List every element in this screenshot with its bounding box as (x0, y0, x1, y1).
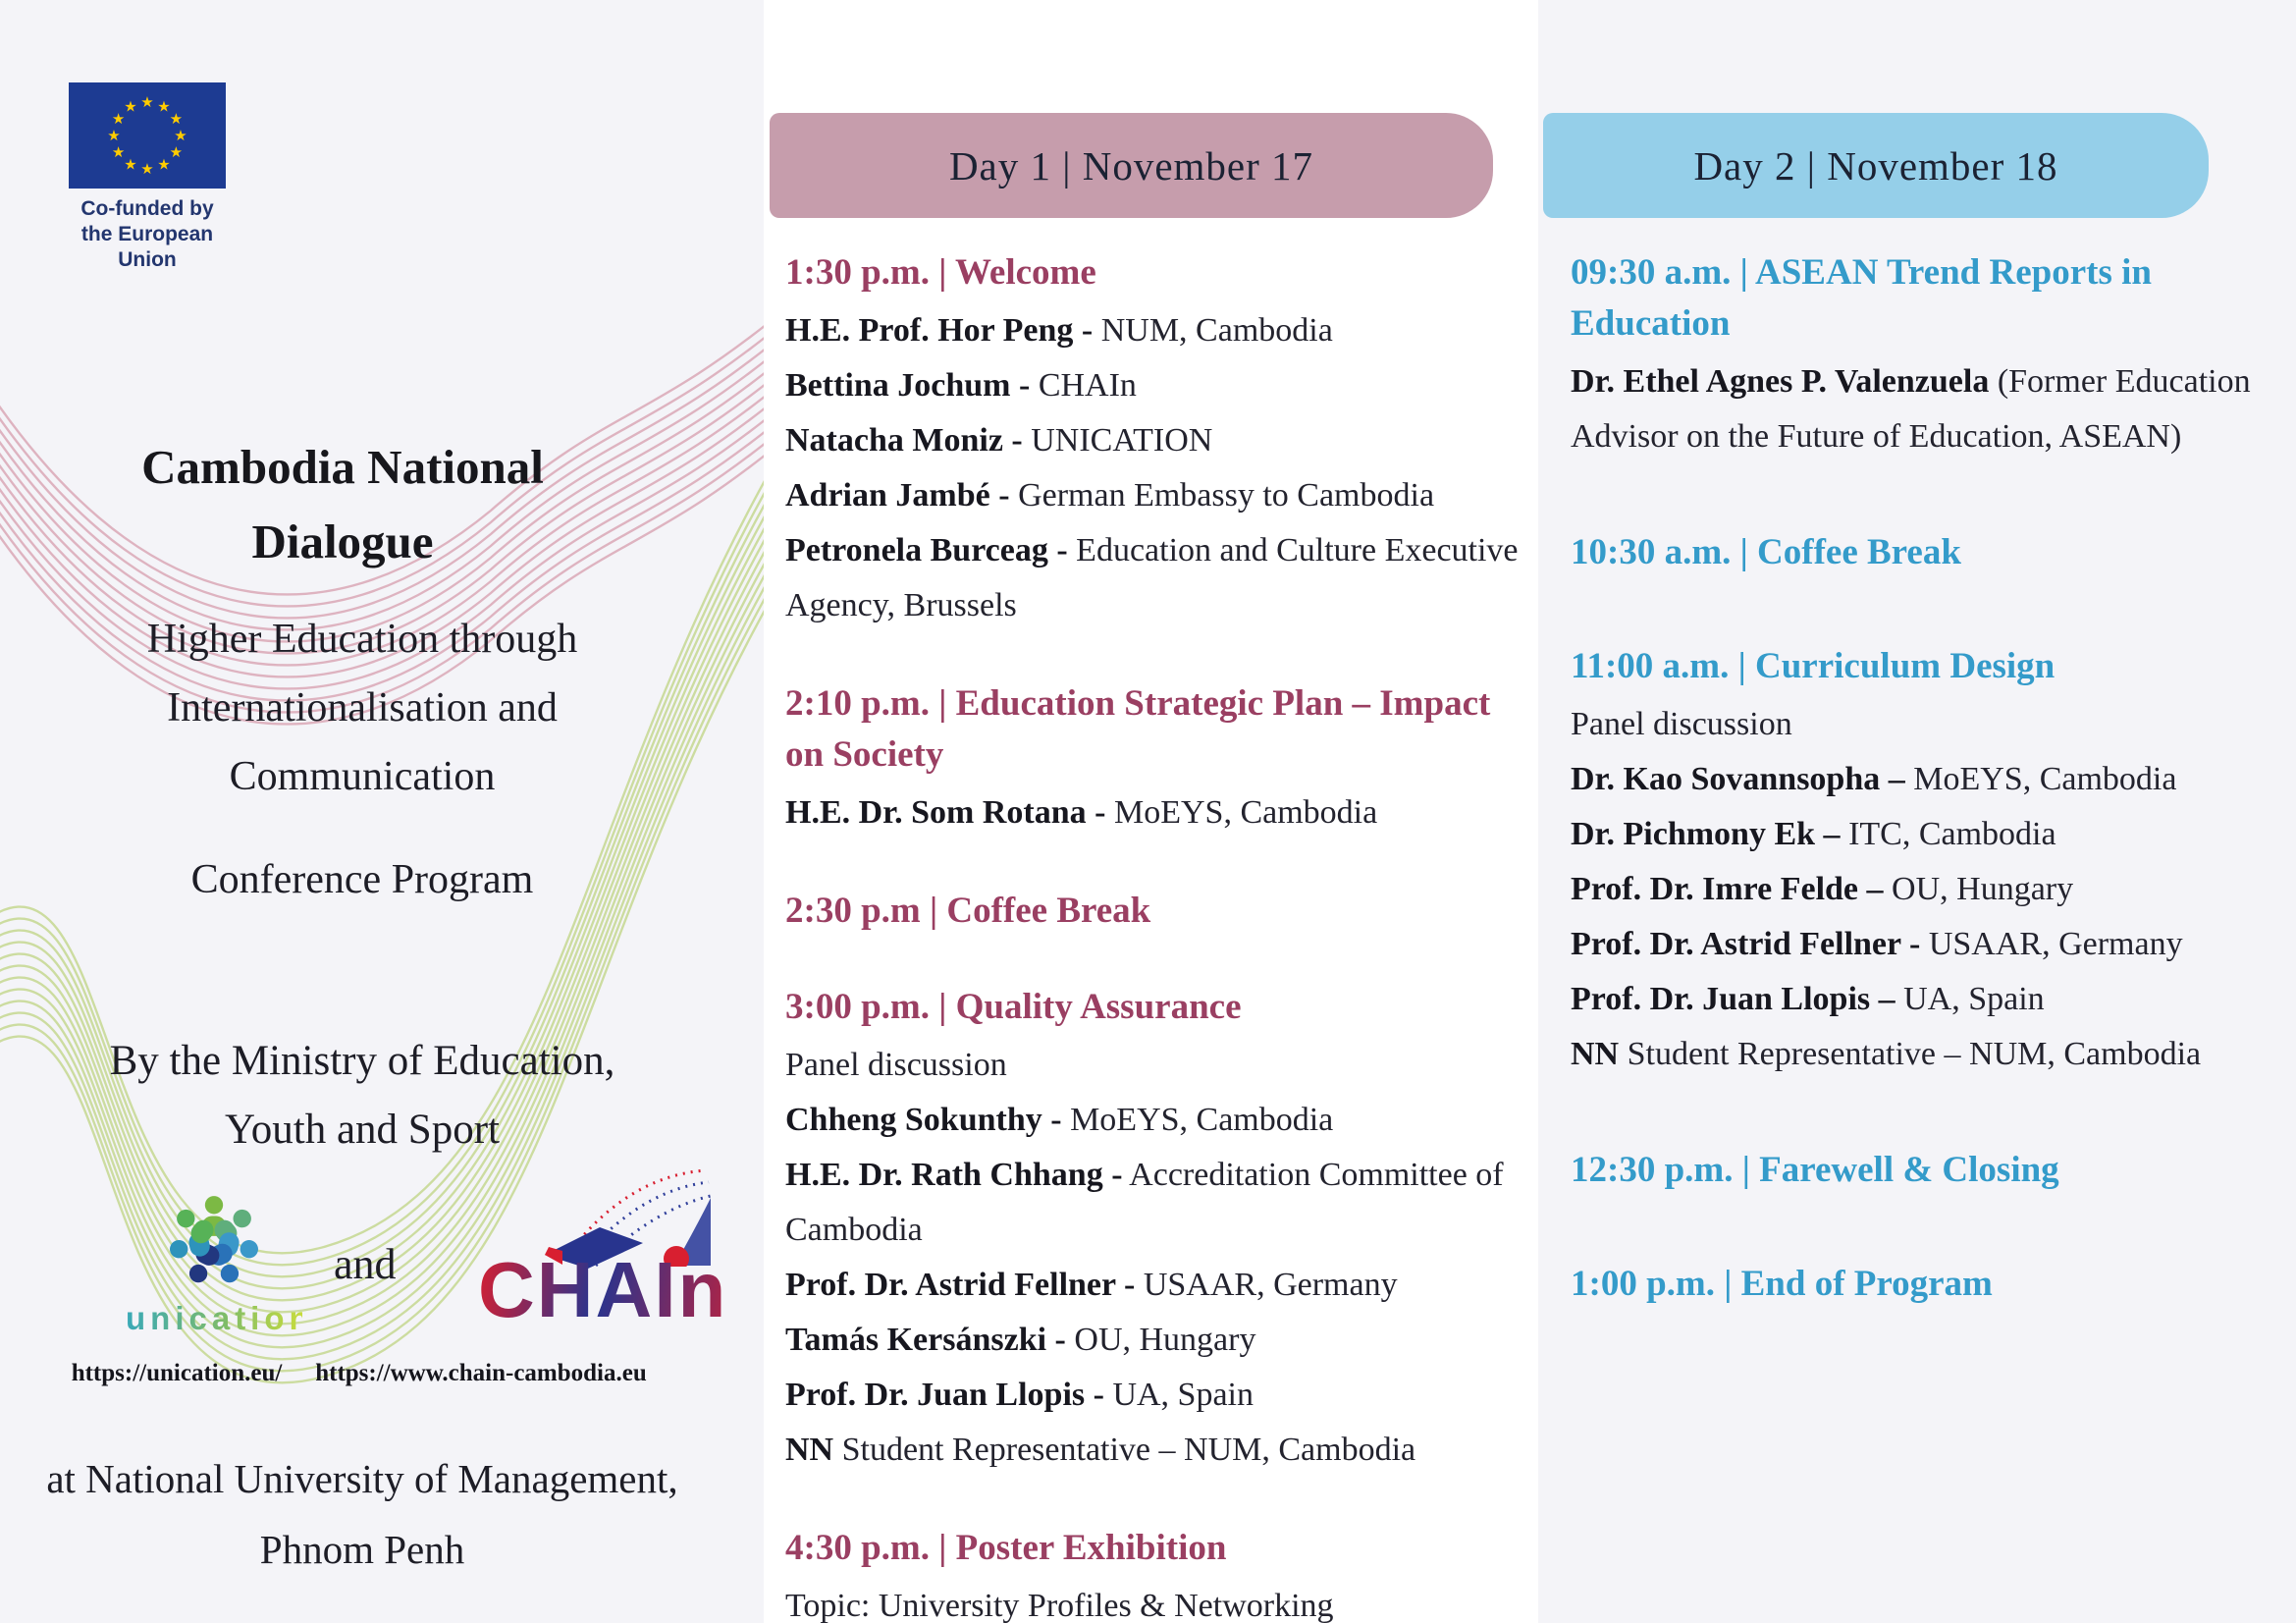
session-heading: 09:30 a.m. | ASEAN Trend Reports in Education (1571, 252, 2152, 344)
svg-text:★: ★ (124, 97, 137, 116)
session-heading: 2:10 p.m. | Education Strategic Plan – Impact on Society (785, 683, 1491, 775)
eu-cofunded-block (63, 82, 232, 273)
chain-logo (427, 1168, 731, 1355)
session (785, 1523, 1523, 1623)
session-line: H.E. Prof. Hor Peng - NUM, Cambodia (785, 312, 1333, 349)
svg-text:★: ★ (140, 160, 154, 178)
organizer-text: By the Ministry of Education, Youth and Sport (109, 1038, 615, 1153)
session-line: Dr. Kao Sovannsopha – MoEYS, Cambodia (1571, 761, 2177, 797)
eu-cofunded-caption: Co-funded by the European Union (80, 197, 214, 271)
unication-logo (126, 1186, 314, 1337)
session-heading: 1:30 p.m. | Welcome (785, 252, 1096, 293)
session-heading: 2:30 p.m | Coffee Break (785, 891, 1151, 931)
day1-sessions (785, 247, 1523, 1623)
session (785, 982, 1523, 1478)
day1-banner: Day 1 | November 17 (770, 113, 1493, 218)
session-line: Topic: University Profiles & Networking (785, 1588, 1334, 1623)
day1-column (764, 0, 1538, 1623)
svg-text:★: ★ (169, 110, 184, 128)
program-label: Conference Program (190, 857, 534, 902)
svg-text:★: ★ (157, 97, 171, 116)
day2-column (1538, 0, 2296, 1623)
session-line: Prof. Dr. Astrid Fellner - USAAR, Germany (1571, 926, 2183, 962)
session (1571, 1145, 2264, 1196)
day2-sessions (1571, 247, 2264, 1373)
session-line: Natacha Moniz - UNICATION (785, 422, 1213, 459)
session-line: Tamás Kersánszki - OU, Hungary (785, 1322, 1256, 1358)
partner-logos-row (0, 1168, 764, 1365)
session (1571, 641, 2264, 1082)
session-heading: 3:00 p.m. | Quality Assurance (785, 987, 1242, 1027)
svg-text:★: ★ (169, 143, 184, 161)
session-heading: 4:30 p.m. | Poster Exhibition (785, 1528, 1227, 1568)
svg-text:★: ★ (124, 155, 137, 174)
session (1571, 247, 2264, 464)
session-line: Chheng Sokunthy - MoEYS, Cambodia (785, 1102, 1334, 1138)
session (785, 886, 1523, 937)
session-line: NN Student Representative – NUM, Cambodia (785, 1432, 1416, 1468)
unication-logo-text: unication (126, 1300, 314, 1336)
unication-people-circle-icon (164, 1186, 264, 1296)
session-line: Petronela Burceag - Education and Culture Executive Agency, Brussels (785, 532, 1519, 623)
session-line: Dr. Ethel Agnes P. Valenzuela (Former Education Advisor on the Future of Education, ASEAN) (1571, 363, 2251, 455)
session-heading: 10:30 a.m. | Coffee Break (1571, 532, 1961, 572)
svg-text:★: ★ (107, 127, 121, 144)
eu-flag-icon (69, 82, 226, 189)
svg-text:★: ★ (157, 155, 171, 174)
svg-text:★: ★ (140, 93, 154, 111)
session-line: Adrian Jambé - German Embassy to Cambodia (785, 477, 1435, 514)
chain-logo-text: CHAIn (478, 1246, 728, 1333)
session-line: H.E. Dr. Rath Chhang - Accreditation Committee of Cambodia (785, 1157, 1504, 1248)
and-label: and (334, 1240, 397, 1288)
svg-text:★: ★ (111, 110, 126, 128)
session (785, 247, 1523, 633)
session-line: Panel discussion (1571, 706, 1792, 742)
venue-text: at National University of Management, Phnom Penh (46, 1456, 678, 1572)
session (1571, 527, 2264, 578)
chain-url-link[interactable]: https://www.chain-cambodia.eu (315, 1360, 647, 1386)
session-line: Prof. Dr. Imre Felde – OU, Hungary (1571, 871, 2074, 907)
info-column (0, 0, 764, 1623)
unication-url-link[interactable]: https://unication.eu/ (71, 1360, 283, 1386)
session-line: H.E. Dr. Som Rotana - MoEYS, Cambodia (785, 794, 1378, 831)
session-line: Prof. Dr. Astrid Fellner - USAAR, Germany (785, 1267, 1398, 1303)
page-title: Cambodia National Dialogue (141, 440, 544, 568)
session-heading: 12:30 p.m. | Farewell & Closing (1571, 1150, 2059, 1190)
session-line: Dr. Pichmony Ek – ITC, Cambodia (1571, 816, 2056, 852)
session (785, 678, 1523, 840)
session-line: Prof. Dr. Juan Llopis – UA, Spain (1571, 981, 2045, 1017)
session-line: Bettina Jochum - CHAIn (785, 367, 1137, 404)
svg-text:★: ★ (111, 143, 126, 161)
page-subtitle: Higher Education through Internationalisation and Communication (146, 617, 578, 799)
session-heading: 11:00 a.m. | Curriculum Design (1571, 646, 2056, 686)
day2-banner: Day 2 | November 18 (1543, 113, 2209, 218)
session-heading: 1:00 p.m. | End of Program (1571, 1264, 1993, 1304)
session (1571, 1259, 2264, 1310)
session-line: Panel discussion (785, 1047, 1007, 1083)
session-line: Prof. Dr. Juan Llopis - UA, Spain (785, 1377, 1255, 1413)
svg-text:★: ★ (174, 127, 187, 144)
session-line: NN Student Representative – NUM, Cambodia (1571, 1036, 2202, 1072)
